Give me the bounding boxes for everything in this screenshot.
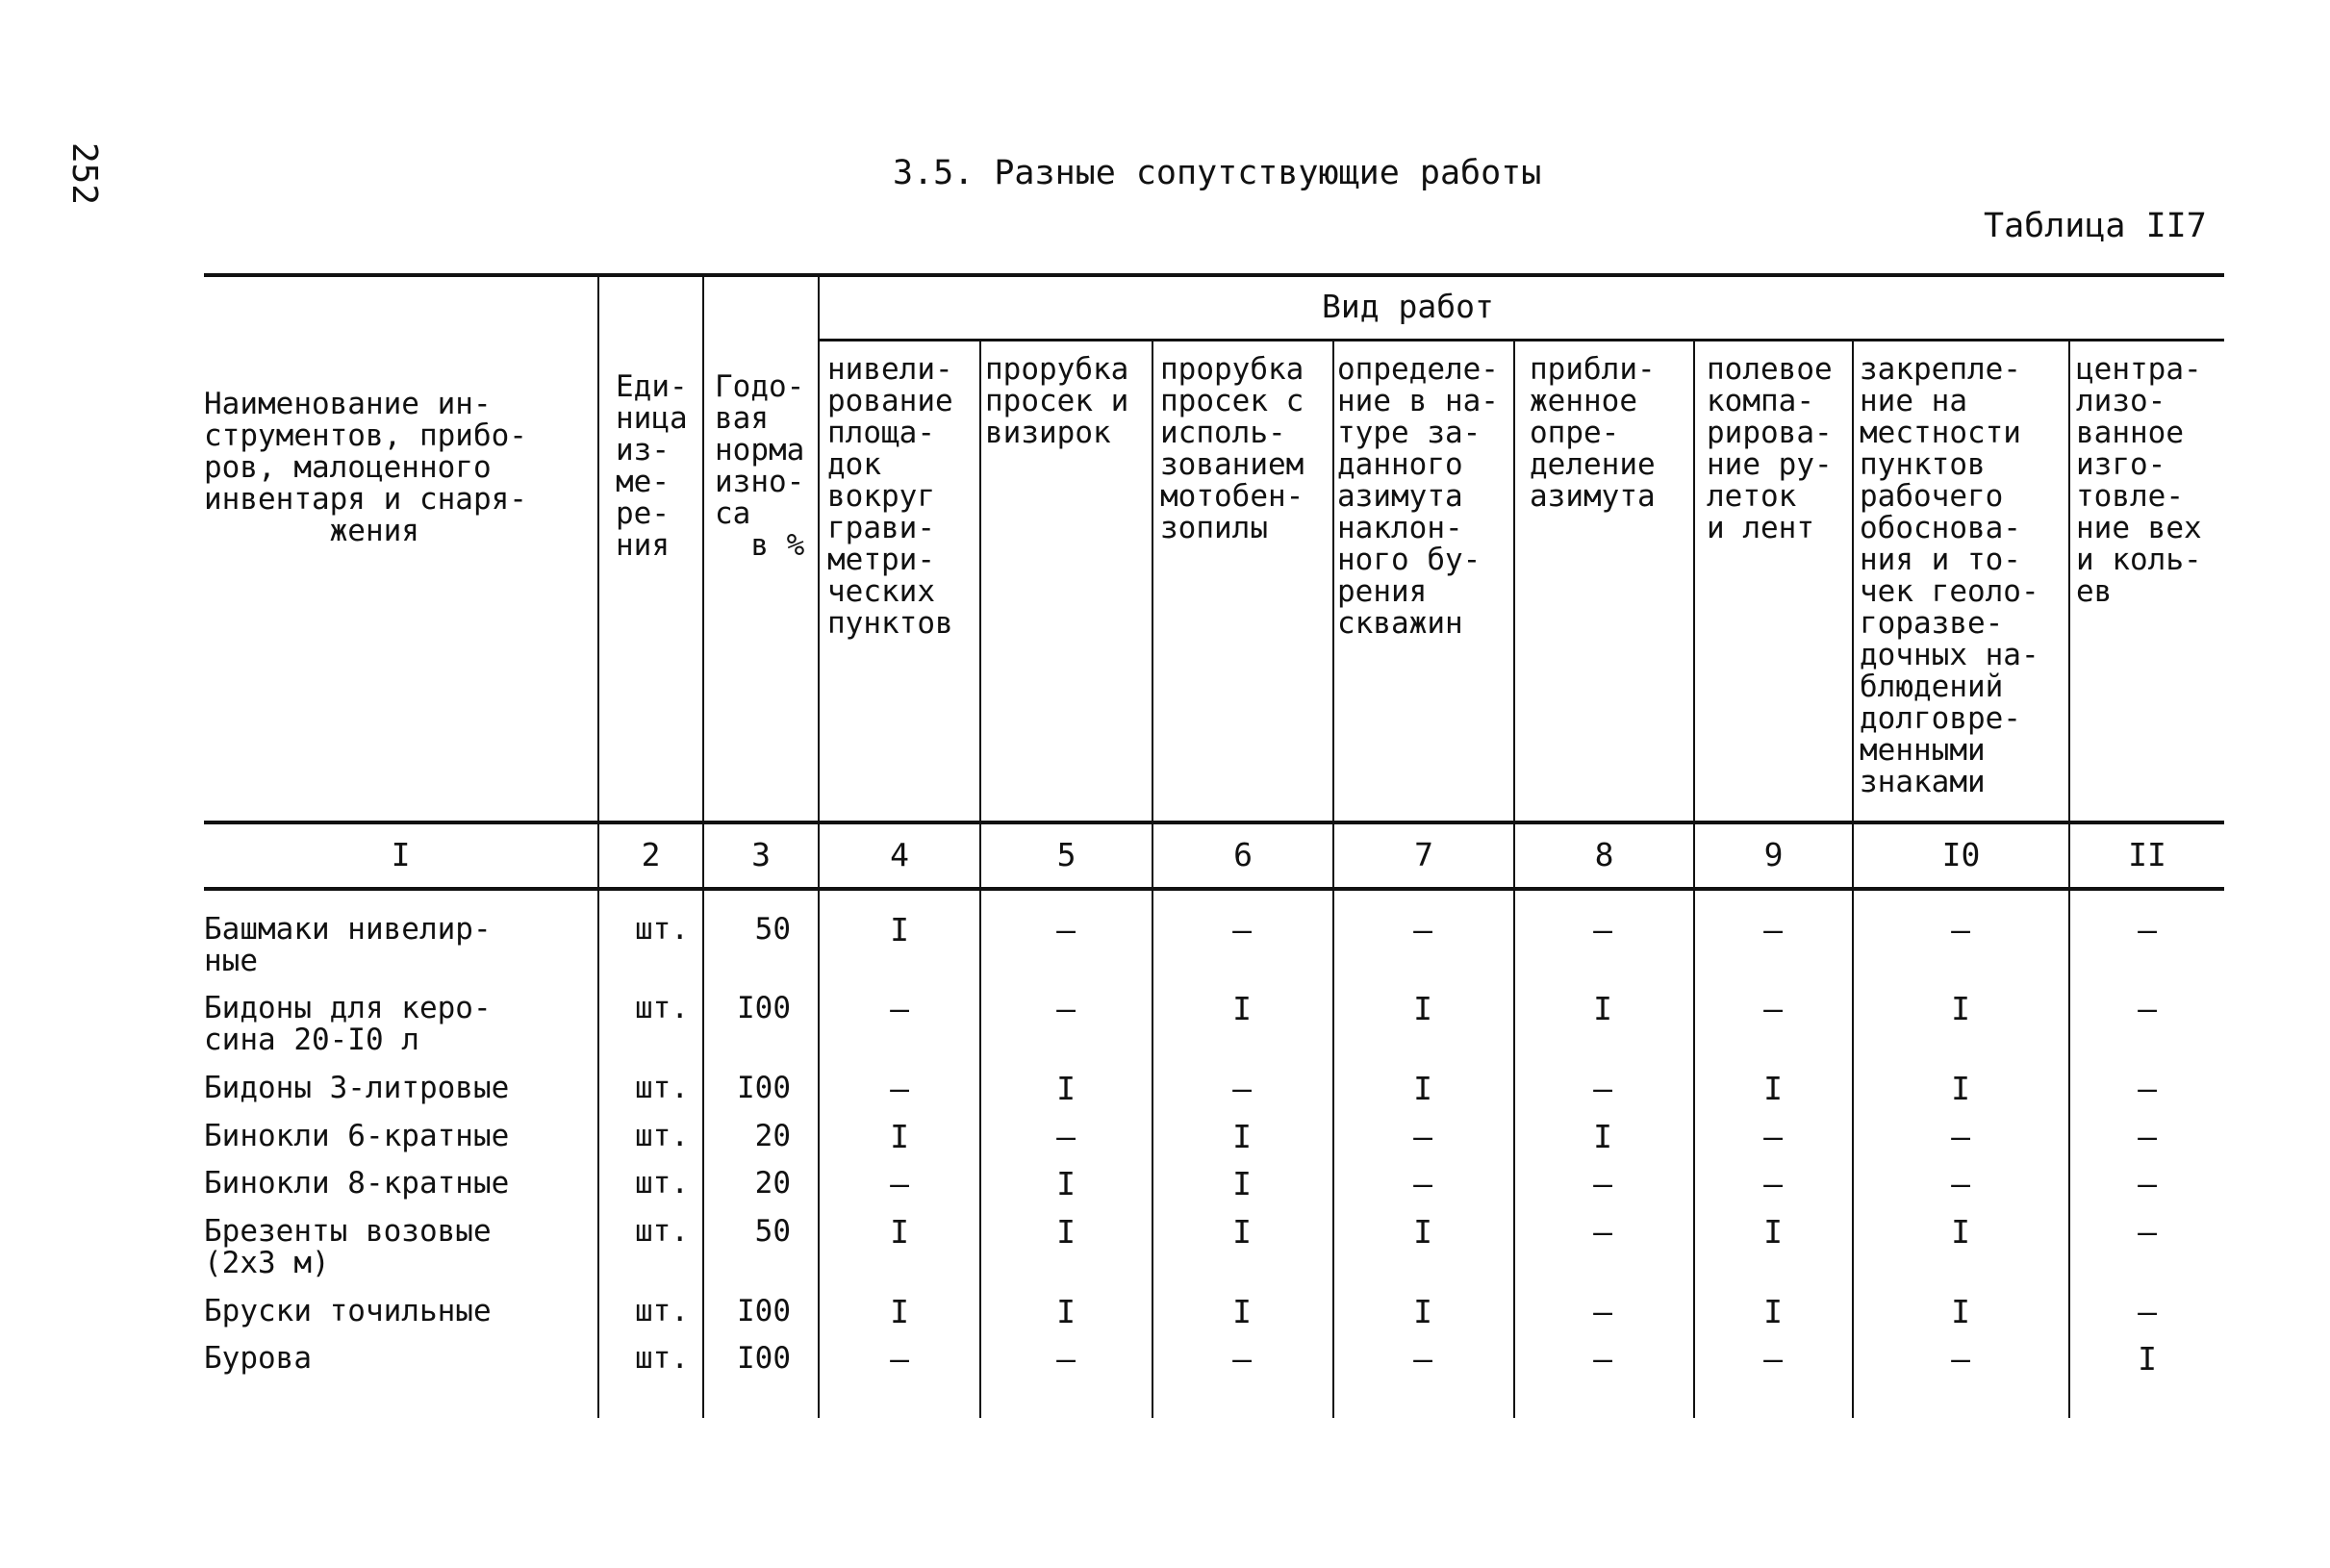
row-norm: I00 xyxy=(737,1071,791,1105)
col-divider-4 xyxy=(979,339,981,1418)
row-mark: – xyxy=(1763,1165,1783,1202)
row-mark: I xyxy=(1413,1293,1432,1330)
row-mark: I xyxy=(1951,1293,1970,1330)
row-unit: шт. xyxy=(635,991,689,1025)
row-mark: I xyxy=(890,1118,909,1155)
row-name: Бруски точильные xyxy=(204,1294,492,1328)
row-mark: – xyxy=(1763,911,1783,948)
col-number: 7 xyxy=(1414,836,1433,873)
row-mark: – xyxy=(1413,1165,1432,1202)
header-work-10: закрепле- ние на местности пунктов рабочего обоснова- ния и то- чек геоло- горазве- дочных на- блюдений долговре- менными знаками xyxy=(1860,352,2039,799)
row-mark: – xyxy=(1593,1070,1612,1107)
row-mark: – xyxy=(2138,911,2157,948)
row-mark: I xyxy=(890,1213,909,1251)
row-mark: – xyxy=(1413,1340,1432,1378)
col-divider-7 xyxy=(1513,339,1515,1418)
header-work-8: прибли- женное опре- деление азимута xyxy=(1530,352,1656,514)
row-mark: – xyxy=(2138,1165,2157,1202)
row-mark: I xyxy=(1763,1213,1783,1251)
row-mark: – xyxy=(2138,1293,2157,1330)
table-top-rule xyxy=(204,273,2224,277)
row-mark: – xyxy=(1763,990,1783,1027)
row-norm: I00 xyxy=(737,1341,791,1376)
row-mark: – xyxy=(1951,1340,1970,1378)
row-mark: – xyxy=(1056,1340,1076,1378)
row-mark: – xyxy=(1593,1340,1612,1378)
header-work-7: определе- ние в на- туре за- данного азимута наклон- ного бу- рения скважин xyxy=(1337,352,1499,641)
row-norm: I00 xyxy=(737,1294,791,1328)
row-mark: – xyxy=(1763,1340,1783,1378)
row-mark: I xyxy=(1232,1165,1252,1202)
col-number: 6 xyxy=(1233,836,1253,873)
row-norm: 50 xyxy=(754,912,791,947)
row-mark: – xyxy=(1232,1070,1252,1107)
row-mark: I xyxy=(1056,1213,1076,1251)
col-divider-5 xyxy=(1152,339,1153,1418)
row-mark: – xyxy=(890,990,909,1027)
header-norm: Годо- вая норма изно- са в % xyxy=(715,369,805,563)
col-number: 2 xyxy=(641,836,661,873)
row-mark: I xyxy=(1413,1070,1432,1107)
col-divider-6 xyxy=(1332,339,1334,1418)
row-unit: шт. xyxy=(635,1294,689,1328)
col-divider-10 xyxy=(2068,339,2070,1418)
row-mark: I xyxy=(1056,1165,1076,1202)
row-mark: I xyxy=(1413,990,1432,1027)
row-mark: – xyxy=(2138,990,2157,1027)
row-mark: – xyxy=(890,1340,909,1378)
col-number: 3 xyxy=(751,836,771,873)
row-mark: I xyxy=(2138,1340,2157,1378)
row-mark: – xyxy=(2138,1070,2157,1107)
row-unit: шт. xyxy=(635,1071,689,1105)
row-norm: 50 xyxy=(754,1214,791,1249)
row-mark: – xyxy=(1593,1213,1612,1251)
row-mark: – xyxy=(1593,911,1612,948)
row-mark: I xyxy=(1951,1213,1970,1251)
row-unit: шт. xyxy=(635,1119,689,1153)
row-mark: – xyxy=(890,1165,909,1202)
header-bottom-rule xyxy=(204,821,2224,824)
row-name: Брезенты возовые (2x3 м) xyxy=(204,1214,492,1280)
row-name: Башмаки нивелир- ные xyxy=(204,912,492,978)
col-number: I0 xyxy=(1941,836,1981,873)
row-mark: I xyxy=(890,911,909,948)
row-mark: – xyxy=(1413,1118,1432,1155)
table-label: Таблица II7 xyxy=(1984,207,2207,245)
row-mark: I xyxy=(1413,1213,1432,1251)
row-mark: – xyxy=(1951,1118,1970,1155)
header-work-11: центра- лизо- ванное изго- товле- ние вех и коль- ев xyxy=(2076,352,2202,609)
header-group-title: Вид работ xyxy=(1322,288,1494,325)
row-norm: 20 xyxy=(754,1166,791,1201)
row-mark: I xyxy=(1232,1213,1252,1251)
row-mark: – xyxy=(1763,1118,1783,1155)
col-divider-9 xyxy=(1852,339,1854,1418)
header-work-6: прорубка просек с исполь- зованием мотобен- зопилы xyxy=(1160,352,1304,545)
row-name: Бурова xyxy=(204,1341,312,1376)
row-mark: I xyxy=(890,1293,909,1330)
row-mark: – xyxy=(1951,911,1970,948)
row-mark: I xyxy=(1232,990,1252,1027)
col-number: 5 xyxy=(1056,836,1076,873)
header-work-9: полевое компа- рирова- ние ру- леток и лент xyxy=(1707,352,1833,545)
col-number: 4 xyxy=(890,836,909,873)
row-mark: – xyxy=(1056,1118,1076,1155)
row-mark: – xyxy=(1593,1293,1612,1330)
row-mark: – xyxy=(1056,911,1076,948)
row-name: Бидоны для керо- сина 20-I0 л xyxy=(204,991,492,1057)
row-name: Бидоны 3-литровые xyxy=(204,1071,510,1105)
row-mark: I xyxy=(1056,1070,1076,1107)
row-mark: – xyxy=(1056,990,1076,1027)
page-number: 252 xyxy=(64,142,104,206)
col-divider-8 xyxy=(1693,339,1695,1418)
row-mark: – xyxy=(890,1070,909,1107)
row-mark: I xyxy=(1593,1118,1612,1155)
header-unit: Еди- ница из- ме- ре- ния xyxy=(616,369,688,563)
row-unit: шт. xyxy=(635,912,689,947)
header-name: Наименование ин- струментов, прибо- ров, малоценного инвентаря и снаря- жения xyxy=(204,387,527,548)
row-mark: – xyxy=(1413,911,1432,948)
row-unit: шт. xyxy=(635,1214,689,1249)
section-title: 3.5. Разные сопутствующие работы xyxy=(893,154,1542,192)
col-number: 9 xyxy=(1763,836,1784,873)
row-mark: – xyxy=(1593,1165,1612,1202)
row-mark: I xyxy=(1951,990,1970,1027)
row-mark: – xyxy=(1951,1165,1970,1202)
header-work-4: нивели- рование площа- док вокруг грави- метри- ческих пунктов xyxy=(827,352,953,641)
col-number: II xyxy=(2128,836,2166,873)
row-norm: I00 xyxy=(737,991,791,1025)
row-name: Бинокли 8-кратные xyxy=(204,1166,510,1201)
row-unit: шт. xyxy=(635,1166,689,1201)
row-mark: I xyxy=(1232,1293,1252,1330)
col-number: 8 xyxy=(1594,836,1614,873)
column-numbers-rule xyxy=(204,887,2224,891)
row-mark: I xyxy=(1232,1118,1252,1155)
row-mark: – xyxy=(2138,1118,2157,1155)
group-header-rule xyxy=(818,339,2224,341)
row-mark: – xyxy=(1232,1340,1252,1378)
row-mark: I xyxy=(1056,1293,1076,1330)
row-mark: I xyxy=(1763,1293,1783,1330)
header-work-5: прорубка просек и визирок xyxy=(985,352,1129,450)
row-unit: шт. xyxy=(635,1341,689,1376)
row-mark: I xyxy=(1593,990,1612,1027)
col-number: I xyxy=(391,836,411,873)
row-norm: 20 xyxy=(754,1119,791,1153)
row-mark: I xyxy=(1951,1070,1970,1107)
row-name: Бинокли 6-кратные xyxy=(204,1119,510,1153)
row-mark: I xyxy=(1763,1070,1783,1107)
row-mark: – xyxy=(2138,1213,2157,1251)
row-mark: – xyxy=(1232,911,1252,948)
